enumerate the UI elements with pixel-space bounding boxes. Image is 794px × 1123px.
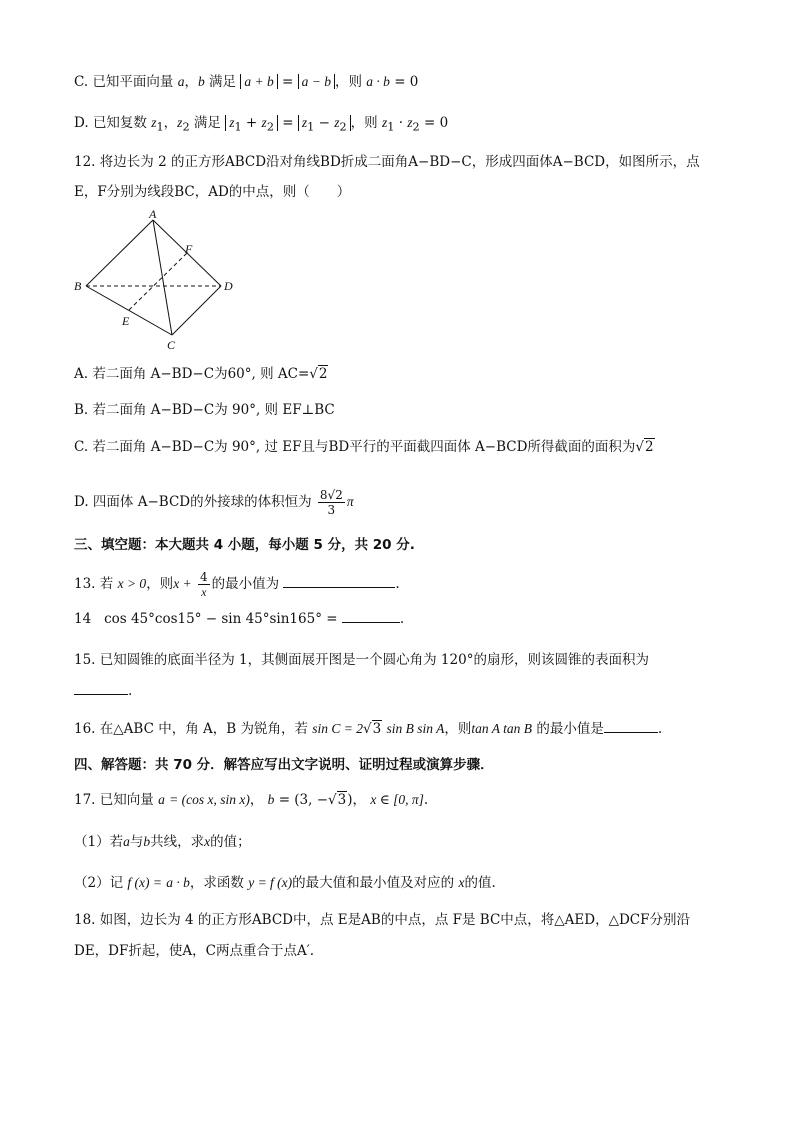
section-3-title: 三、填空题：本大题共 4 小题，每小题 5 分，共 20 分.: [74, 537, 415, 553]
answer-blank-15[interactable]: [74, 680, 128, 695]
edge-ab: [86, 220, 153, 286]
label-c: C: [167, 338, 176, 352]
q12-option-d: D. 四面体 A−BCD的外接球的体积恒为 $\frac{8√2}{3}$ π: [74, 488, 354, 517]
q12-stem-line1: 12. 将边长为 2 的正方形ABCD沿对角线BD折成二面角A−BD−C，形成四面体A−BCD，如图所示，点: [74, 154, 700, 170]
label-e: E: [122, 314, 130, 328]
answer-blank-13[interactable]: [283, 573, 395, 588]
q12-option-c: C. 若二面角 A−BD−C为 90°, 过 EF且与BD平行的平面截四面体 A−BCD所得截面的面积为√2: [74, 439, 654, 455]
q16: 16. 在△ABC 中，角 A，B 为锐角，若 sin C = 2√3 sin B sin A，则tan A tan B 的最小值是 .: [74, 718, 662, 739]
label-a: A: [149, 208, 157, 221]
section-4-title: 四、解答题：共 70 分．解答应写出文字说明、证明过程或演算步骤．: [74, 757, 494, 773]
label-f: F: [185, 242, 193, 256]
q15-line2: .: [74, 680, 132, 701]
segment-ef: [129, 253, 187, 310]
q18-line1: 18. 如图，边长为 4 的正方形ABCD中，点 E是AB的中点，点 F是 BC中点，将△AED，△DCF分别沿: [74, 912, 690, 928]
q15-line1: 15. 已知圆锥的底面半径为 1，其侧面展开图是一个圆心角为 120°的扇形，则该圆锥的表面积为: [74, 652, 649, 668]
tetrahedron-figure: [72, 208, 242, 353]
q13: 13. 若 x > 0，则x + $\frac{4}{x}$ 的最小值为 .: [74, 570, 400, 599]
edge-ac: [153, 220, 172, 335]
q17-part2: （2）记 f (x) = a · b，求函数 y = f (x)的最大值和最小值及对应的 x的值.: [74, 875, 496, 891]
q11-option-d: D. 已知复数 $z_1$，$z_2$ 满足 $z_1 + z_2 = z_1 - z_2$ ，则 $z_1 \cdot z_2 = 0$: [74, 115, 449, 134]
q17-stem: 17. 已知向量 a = (cos x, sin x)， b = (3, −√3)， x ∈ [0, π].: [74, 792, 429, 808]
q12-option-b: B. 若二面角 A−BD−C为 90°, 则 EF⊥BC: [74, 402, 335, 418]
q12-option-a: A. 若二面角 A−BD−C为60°, 则 AC=√2: [74, 366, 328, 382]
answer-blank-16[interactable]: [604, 718, 658, 733]
q12-stem-line2: E，F分别为线段BC，AD的中点，则（ ）: [74, 184, 351, 200]
q11-option-c: C. 已知平面向量 a，b 满足 a + b = a − b ，则 a · b = 0: [74, 74, 419, 90]
q18-line2: DE，DF折起，使A，C两点重合于点A′.: [74, 943, 315, 959]
q14: 14 cos 45°cos15° − sin 45°sin165° = .: [74, 608, 404, 629]
q17-part1: （1）若a与b共线，求x的值；: [74, 834, 251, 850]
edge-cd: [172, 286, 221, 335]
answer-blank-14[interactable]: [342, 608, 400, 623]
label-b: B: [74, 279, 82, 293]
label-d: D: [224, 279, 233, 293]
